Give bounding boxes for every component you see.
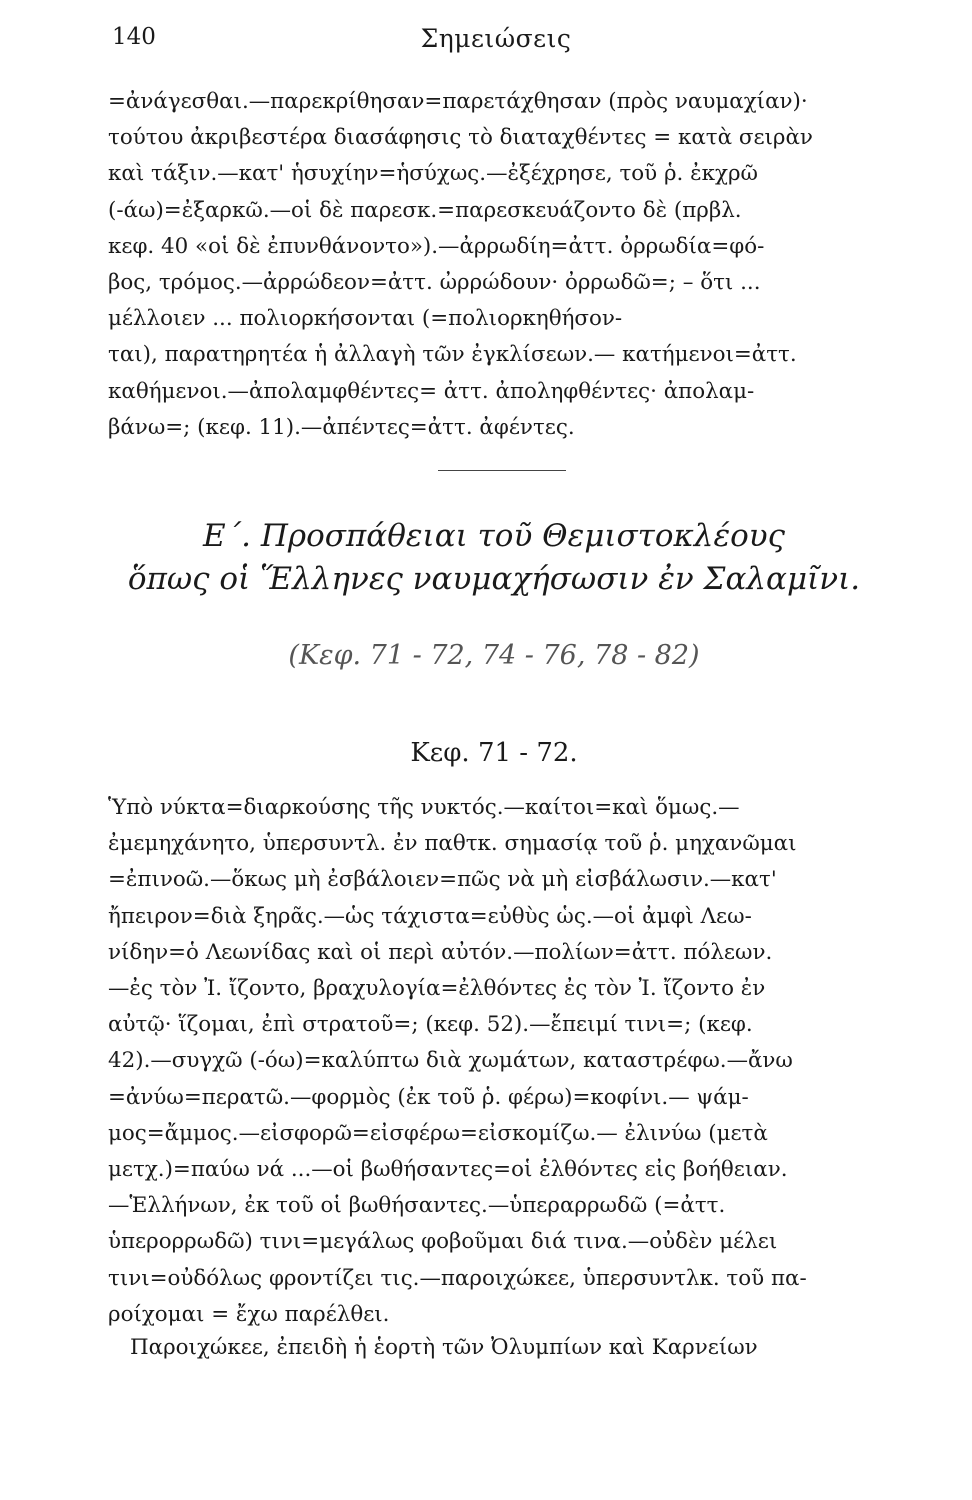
section-title: [108, 515, 880, 601]
text-line: αὐτῷ· ἵζομαι, ἐπὶ στρατοῦ=; (κεφ. 52).—ἔπειμί τινι=; (κεφ.: [108, 1012, 753, 1038]
text-line: —Ἑλλήνων, ἐκ τοῦ οἱ βωθήσαντες.—ὑπεραρρωδῶ (=ἀττ.: [108, 1193, 726, 1219]
notes-paragraph-top: [108, 84, 880, 446]
text-line: Παροιχώκεε, ἐπειδὴ ἡ ἑορτὴ τῶν Ὀλυμπίων καὶ Καρνείων: [130, 1335, 758, 1360]
page-header: [112, 24, 880, 64]
text-line: ροίχομαι = ἔχω παρέλθει.: [108, 1301, 390, 1327]
text-line: ται), παρατηρητέα ἡ ἀλλαγὴ τῶν ἐγκλίσεων.— κατήμενοι=ἀττ.: [108, 342, 797, 368]
text-line: τινι=οὐδόλως φροντίζει τις.—παροιχώκεε, ὑπερσυντλκ. τοῦ πα-: [108, 1265, 807, 1291]
section-chapters: (Κεφ. 71 - 72, 74 - 76, 78 - 82): [288, 640, 700, 671]
running-title: Σημειώσεις: [420, 24, 572, 53]
text-line: καθήμενοι.—ἀπολαμφθέντες= ἀττ. ἀποληφθέντες· ἀπολαμ-: [108, 378, 755, 404]
text-line: (-άω)=ἐξαρκῶ.—οἱ δὲ παρεσκ.=παρεσκευάζοντο δὲ (πρβλ.: [108, 197, 742, 223]
text-line: καὶ τάξιν.—κατ' ἡσυχίην=ἡσύχως.—ἐξέχρησε, τοῦ ῥ. ἐκχρῶ: [108, 161, 758, 187]
notes-paragraph-bottom: [108, 790, 880, 1333]
text-line: ὑπερορρωδῶ) τινι=μεγάλως φοβοῦμαι διά τινα.—οὐδὲν μέλει: [108, 1229, 778, 1255]
section-title-line: Ε΄. Προσπάθειαι τοῦ Θεμιστοκλέους: [203, 518, 785, 554]
notes-paragraph-continuation: [130, 1330, 880, 1366]
subsection-heading: Κεφ. 71 - 72.: [410, 738, 578, 768]
section-title-line: ὅπως οἱ Ἕλληνες ναυμαχήσωσιν ἐν Σαλαμῖνι.: [127, 561, 861, 597]
text-line: κεφ. 40 «οἱ δὲ ἐπυνθάνοντο»).—ἀρρωδίη=ἀττ. ὀρρωδία=φό-: [108, 233, 765, 259]
text-line: =ἐπινοῶ.—ὅκως μὴ ἐσβάλοιεν=πῶς νὰ μὴ εἰσβάλωσιν.—κατ': [108, 867, 777, 893]
text-line: ἤπειρον=διὰ ξηρᾶς.—ὡς τάχιστα=εὐθὺς ὡς.—οἱ ἀμφὶ Λεω-: [108, 903, 752, 929]
text-line: =ἀνάγεσθαι.—παρεκρίθησαν=παρετάχθησαν (πρὸς ναυμαχίαν)·: [108, 89, 808, 114]
text-line: 42).—συγχῶ (-όω)=καλύπτω διὰ χωμάτων, καταστρέφω.—ἄνω: [108, 1048, 793, 1074]
text-line: νίδην=ὁ Λεωνίδας καὶ οἱ περὶ αὐτόν.—πολίων=ἀττ. πόλεων.: [108, 939, 773, 965]
text-line: μετχ.)=παύω νά ...—οἱ βωθήσαντες=οἱ ἐλθόντες εἰς βοήθειαν.: [108, 1157, 788, 1183]
text-line: ἐμεμηχάνητο, ὑπερσυντλ. ἐν παθτκ. σημασίᾳ τοῦ ῥ. μηχανῶμαι: [108, 831, 797, 857]
text-line: βος, τρόμος.—ἀρρώδεον=ἀττ. ὠρρώδουν· ὀρρωδῶ=; – ὅτι ...: [108, 270, 761, 296]
page-number: 140: [112, 24, 156, 50]
text-line: μέλλοιεν ... πολιορκήσονται (=πολιορκηθήσον-: [108, 306, 623, 332]
text-line: βάνω=; (κεφ. 11).—ἀπέντες=ἀττ. ἀφέντες.: [108, 414, 575, 440]
text-line: Ὑπὸ νύκτα=διαρκούσης τῆς νυκτός.—καίτοι=καὶ ὅμως.—: [108, 795, 740, 820]
section-divider: [438, 470, 566, 471]
text-line: τούτου ἀκριβεστέρα διασάφησις τὸ διαταχθέντες = κατὰ σειρὰν: [108, 125, 813, 151]
text-line: μος=ἄμμος.—εἰσφορῶ=εἰσφέρω=εἰσκομίζω.— ἐλινύω (μετὰ: [108, 1120, 768, 1146]
text-line: =ἀνύω=περατῶ.—φορμὸς (ἐκ τοῦ ῥ. φέρω)=κοφίνι.— ψάμ-: [108, 1084, 749, 1110]
text-line: —ἐς τὸν Ἰ. ἴζοντο, βραχυλογία=ἐλθόντες ἐς τὸν Ἰ. ἴζοντο ἐν: [108, 976, 766, 1002]
